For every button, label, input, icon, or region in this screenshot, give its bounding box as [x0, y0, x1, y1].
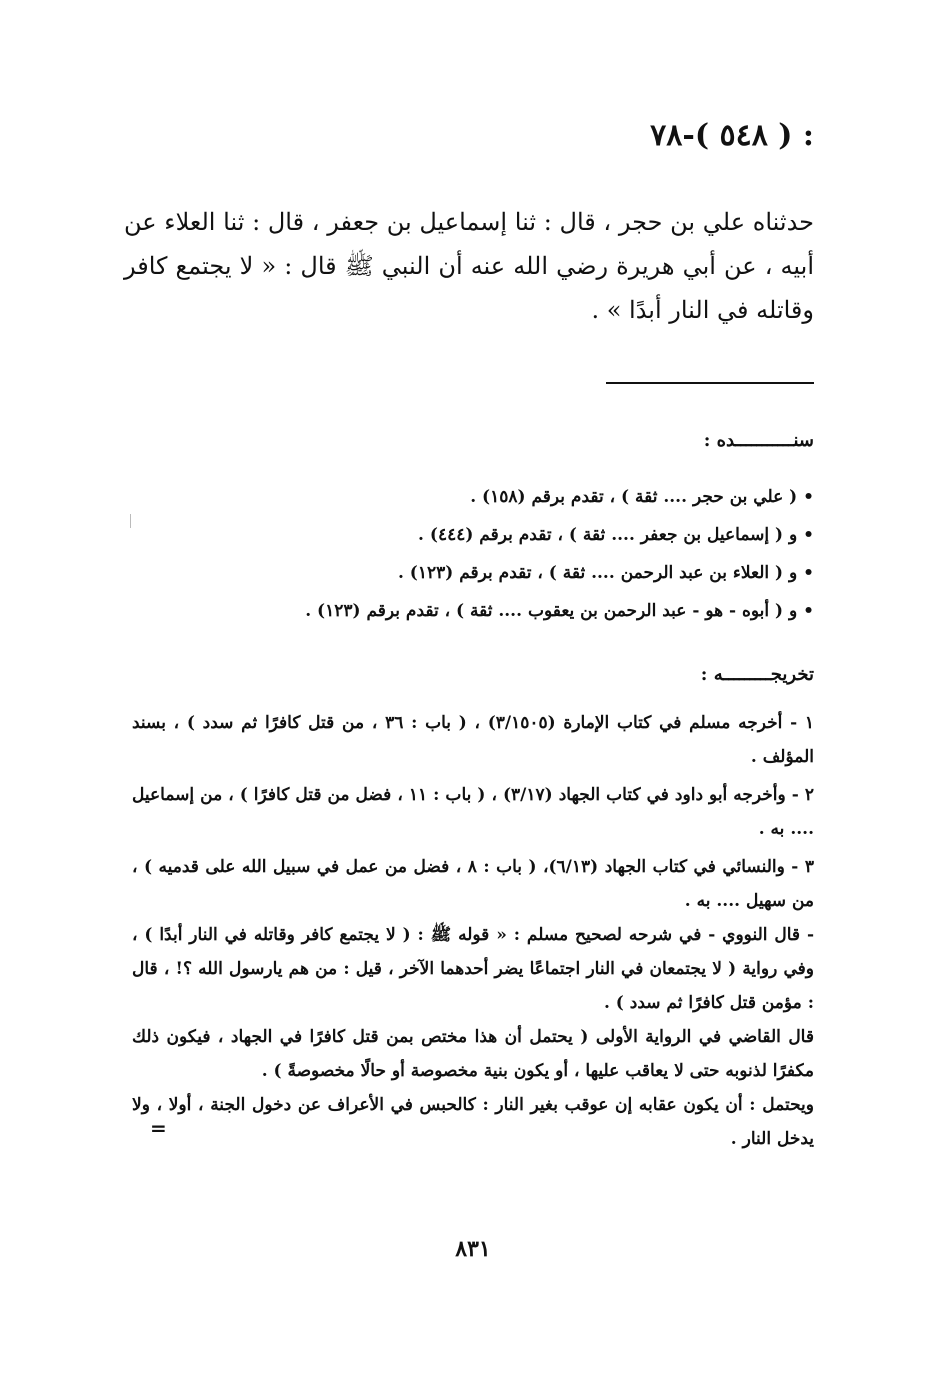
takhrij-paragraph: ١ - أخرجه مسلم في كتاب الإمارة (٣/١٥٠٥) ، ( باب : ٣٦ ، من قتل كافرًا ثم سدد ) ، بسند المؤلف . [132, 713, 815, 767]
isnad-item: • و ( أبوه - هو - عبد الرحمن بن يعقوب .... ثقة ) ، تقدم برقم (١٢٣) . [305, 601, 814, 621]
takhrij-paragraph: ٢ - وأخرجه أبو داود في كتاب الجهاد (٣/١٧) ، ( باب : ١١ ، فضل من قتل كافرًا ) ، من إسماعيل .... به . [132, 785, 814, 839]
takhrij-paragraph: ٣ - والنسائي في كتاب الجهاد (٦/١٣)، ( باب : ٨ ، فضل من عمل في سبيل الله على قدميه ) ، من سهيل .... به . [132, 857, 814, 911]
takhrij-paragraph: قال القاضي في الرواية الأولى ( يحتمل أن هذا مختص بمن قتل كافرًا في الجهاد ، فيكون ذلك مكفرًا لذنوبه حتى لا يعاقب عليها ، أو يكون بنية مخصوصة أو حالًا مخصوصةً ) . [132, 1027, 814, 1081]
isnad-item: • ( علي بن حجر .... ثقة ) ، تقدم برقم (١٥٨) . [470, 487, 814, 507]
continuation-mark: = [150, 1116, 167, 1140]
takhrij-section [132, 706, 814, 1156]
isnad-item: • و ( إسماعيل بن جعفر .... ثقة ) ، تقدم برقم (٤٤٤) . [418, 525, 814, 545]
hadith-number-heading: : ( ٥٤٨ )-٧٨ [650, 118, 814, 153]
takhrij-label: تخريجـــــــــه : [700, 664, 814, 685]
page-number: ٨٣١ [455, 1236, 491, 1262]
scan-artifact [130, 514, 131, 528]
isnad-label: سنـــــــــــده : [703, 430, 814, 451]
takhrij-paragraph: ويحتمل : أن يكون عقابه إن عوقب بغير النار : كالحبس في الأعراف عن دخول الجنة ، أولا ، ولا يدخل النار . [132, 1095, 814, 1149]
takhrij-paragraph: - قال النووي - في شرحه لصحيح مسلم : « قوله ﷺ : ( لا يجتمع كافر وقاتله في النار أبدًا ) ، وفي رواية ( لا يجتمعان في النار اجتماعًا يضر أحدهما الآخر ، قيل : من هم يارسول الله ؟! ، قال : مؤمن قتل كافرًا ثم سدد ) . [132, 925, 814, 1013]
isnad-item: • و ( العلاء بن عبد الرحمن .... ثقة ) ، تقدم برقم (١٢٣) . [397, 563, 814, 583]
isnad-list [214, 478, 814, 630]
footnote-separator [606, 382, 814, 384]
hadith-text: حدثناه علي بن حجر ، قال : ثنا إسماعيل بن جعفر ، قال : ثنا العلاء عن أبيه ، عن أبي هريرة رضي الله عنه أن النبي ﷺ قال : « لا يجتمع كافر وقاتله في النار أبدًا » . [124, 208, 814, 324]
